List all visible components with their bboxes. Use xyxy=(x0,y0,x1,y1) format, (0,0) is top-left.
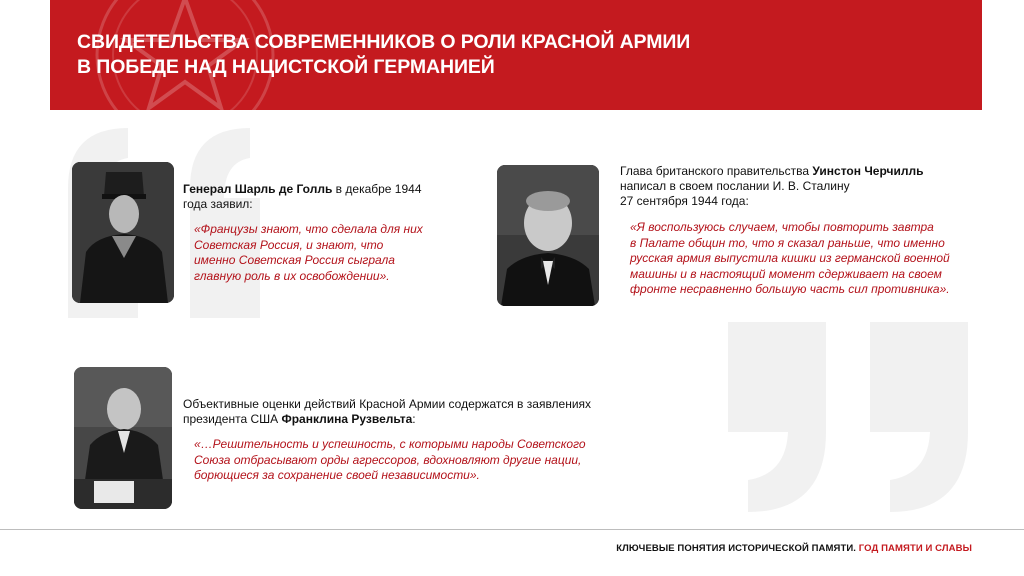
roosevelt-intro-colon: : xyxy=(412,412,416,426)
churchill-quote-line: фронте несравненно большую часть сил противника». xyxy=(630,282,950,296)
roosevelt-intro xyxy=(183,397,591,427)
close-quote-icon xyxy=(728,322,973,512)
degaulle-intro-text-2: года заявил: xyxy=(183,197,253,211)
page-title xyxy=(77,30,690,80)
footer-divider xyxy=(0,529,1024,530)
churchill-quote xyxy=(630,220,950,298)
title-line-2: В ПОБЕДЕ НАД НАЦИСТСКОЙ ГЕРМАНИЕЙ xyxy=(77,56,495,78)
degaulle-intro xyxy=(183,182,422,212)
header-banner xyxy=(50,0,982,110)
footer-caption: КЛЮЧЕВЫЕ ПОНЯТИЯ ИСТОРИЧЕСКОЙ ПАМЯТИ. xyxy=(616,543,857,554)
degaulle-portrait xyxy=(72,162,174,303)
churchill-intro-text-1: Глава британского правительства xyxy=(620,164,813,178)
footer-highlight: ГОД ПАМЯТИ И СЛАВЫ xyxy=(858,543,972,554)
roosevelt-portrait xyxy=(74,367,172,509)
degaulle-quote-line: Советская Россия, и знают, что xyxy=(194,237,384,252)
footer xyxy=(616,543,972,554)
roosevelt-name: Франклина Рузвельта xyxy=(281,412,413,426)
churchill-quote-line: машины и в настоящий момент сдерживает на своем xyxy=(630,266,942,281)
degaulle-name: Генерал Шарль де Голль xyxy=(183,182,333,196)
roosevelt-quote-line: «…Решительность и успешность, с которыми народы Советского xyxy=(194,437,586,451)
roosevelt-intro-text-2: президента США xyxy=(183,412,282,426)
churchill-quote-line: «Я воспользуюсь случаем, чтобы повторить завтра xyxy=(630,220,934,234)
churchill-portrait xyxy=(497,165,599,306)
degaulle-quote-line: именно Советская Россия сыграла xyxy=(194,253,395,267)
churchill-quote-line: русская армия выпустила кишки из германской военной xyxy=(630,251,950,265)
churchill-intro-text-2: написал в своем послании И. В. Сталину xyxy=(620,179,850,193)
degaulle-quote-line: «Французы знают, что сделала для них xyxy=(194,222,423,236)
churchill-intro xyxy=(620,164,923,209)
roosevelt-quote-line: борющиеся за сохранение своей независимости». xyxy=(194,468,480,482)
title-line-1: СВИДЕТЕЛЬСТВА СОВРЕМЕННИКОВ О РОЛИ КРАСНОЙ АРМИИ xyxy=(77,31,691,53)
churchill-name: Уинстон Черчилль xyxy=(812,164,924,178)
roosevelt-quote-line: Союза отбрасывают орды агрессоров, вдохновляют другие нации, xyxy=(194,452,582,467)
degaulle-intro-text-1: в декабре 1944 xyxy=(332,182,422,196)
roosevelt-quote xyxy=(194,437,586,484)
churchill-intro-text-3: 27 сентября 1944 года: xyxy=(620,194,749,208)
degaulle-quote-line: главную роль в их освобождении». xyxy=(194,268,390,283)
churchill-quote-line: в Палате общин то, что я сказал раньше, что именно xyxy=(630,235,945,250)
roosevelt-intro-text-1: Объективные оценки действий Красной Армии содержатся в заявлениях xyxy=(183,397,592,411)
degaulle-quote xyxy=(194,222,423,284)
